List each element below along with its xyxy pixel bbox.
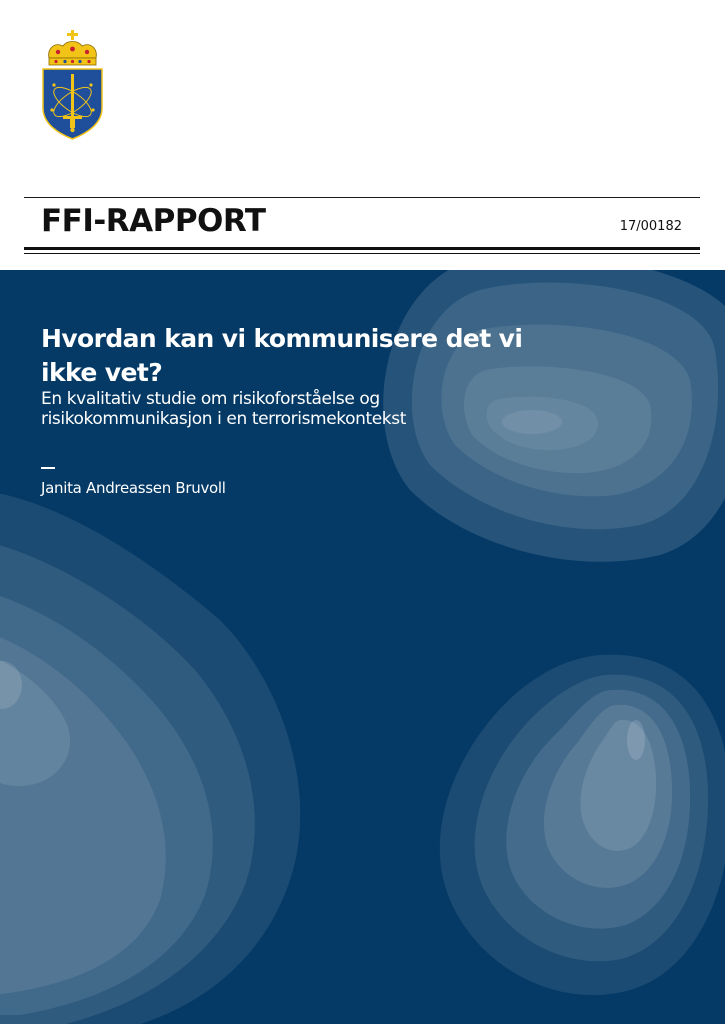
report-title: Hvordan kan vi kommunisere det vi ikke vet? (41, 324, 523, 387)
author-separator (41, 467, 55, 469)
report-number: 17/00182 (619, 219, 682, 234)
report-author: Janita Andreassen Bruvoll (41, 479, 226, 497)
report-subtitle: En kvalitativ studie om risikoforståelse og risikokommunikasjon i en terrorismekontekst (41, 389, 406, 429)
crest-icon (41, 30, 104, 140)
header-top-rule (24, 197, 700, 198)
header-thin-rule (24, 253, 700, 254)
report-type-heading: FFI-RAPPORT (41, 203, 266, 239)
header-thick-rule (24, 247, 700, 250)
